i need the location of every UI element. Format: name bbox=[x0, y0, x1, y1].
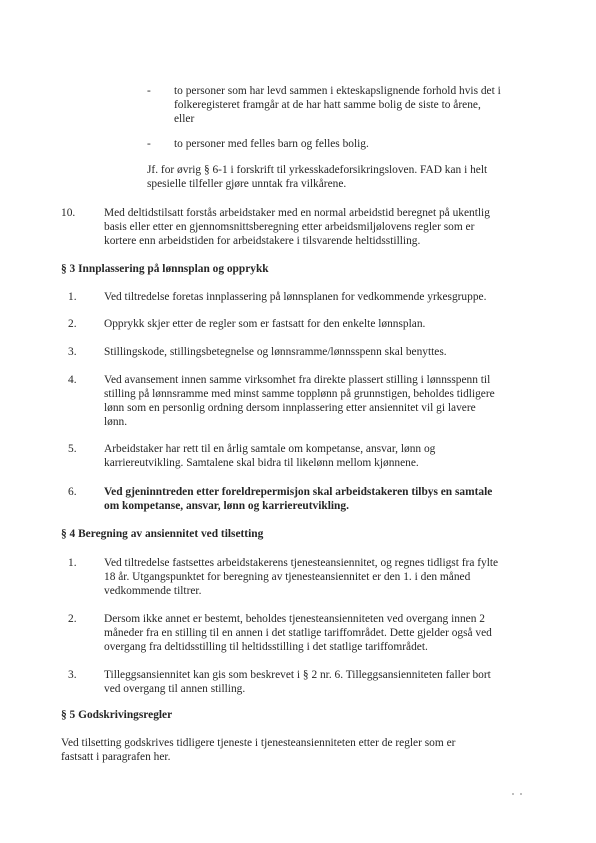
item-line: vedkommende tiltrer. bbox=[104, 585, 202, 597]
item-number: 5. bbox=[68, 443, 77, 455]
item-line: om kompetanse, ansvar, lønn og karriereutvikling. bbox=[104, 500, 349, 512]
dash-marker: - bbox=[147, 85, 151, 97]
item-number: 1. bbox=[68, 557, 77, 569]
item-line: lønn som en personlig ordning dersom innplassering etter ansiennitet vil gi lavere bbox=[104, 402, 476, 414]
item-line: overgang fra deltidsstilling til heltidsstilling i det statlige tariffområdet. bbox=[104, 641, 428, 653]
scan-speck bbox=[520, 793, 522, 795]
item-line: Opprykk skjer etter de regler som er fastsatt for den enkelte lønnsplan. bbox=[104, 318, 426, 330]
section-heading: § 4 Beregning av ansiennitet ved tilsetting bbox=[61, 528, 264, 540]
item-line: Ved tiltredelse foretas innplassering på lønnsplanen for vedkommende yrkesgruppe. bbox=[104, 291, 487, 303]
item-number: 6. bbox=[68, 486, 77, 498]
section-heading: § 5 Godskrivingsregler bbox=[61, 709, 173, 721]
item-line: Dersom ikke annet er bestemt, beholdes tjenesteansienniteten ved overgang innen 2 bbox=[104, 613, 485, 625]
item-line: stilling på lønnsramme med minst samme topplønn på grunnstigen, beholdes tidligere bbox=[104, 388, 495, 400]
dash-line: eller bbox=[174, 113, 195, 125]
scan-speck bbox=[512, 793, 514, 795]
paragraph-line: fastsatt i paragrafen her. bbox=[61, 751, 171, 763]
item-number: 4. bbox=[68, 374, 77, 386]
item-number: 1. bbox=[68, 291, 77, 303]
item-number: 2. bbox=[68, 318, 77, 330]
note-line: Jf. for øvrig § 6-1 i forskrift til yrkesskadeforsikringsloven. FAD kan i helt bbox=[147, 164, 488, 176]
note-line: spesielle tilfeller gjøre unntak fra vilkårene. bbox=[147, 178, 347, 190]
item-number: 10. bbox=[61, 207, 76, 219]
item-line: Ved tiltredelse fastsettes arbeidstakerens tjenesteansiennitet, og regnes tidligst fra fylte bbox=[104, 557, 499, 569]
item-number: 3. bbox=[68, 669, 77, 681]
item-line: ved overgang til annen stilling. bbox=[104, 683, 246, 695]
item-line: karriereutvikling. Samtalene skal bidra til likelønn mellom kjønnene. bbox=[104, 457, 419, 469]
dash-marker: - bbox=[147, 138, 151, 150]
item-line: Ved gjeninntreden etter foreldrepermisjon skal arbeidstakeren tilbys en samtale bbox=[104, 486, 493, 498]
item-line: basis eller etter en gjennomsnittsberegning etter arbeidsmiljølovens regler som er bbox=[104, 221, 475, 233]
item-line: kortere enn arbeidstiden for arbeidstakere i tilsvarende heltidsstilling. bbox=[104, 235, 421, 247]
item-line: Tilleggsansiennitet kan gis som beskrevet i § 2 nr. 6. Tilleggsansienniteten faller bort bbox=[104, 669, 491, 681]
item-line: lønn. bbox=[104, 416, 128, 428]
dash-line: to personer med felles barn og felles bolig. bbox=[174, 138, 369, 150]
dash-line: to personer som har levd sammen i ekteskapslignende forhold hvis det i bbox=[174, 85, 501, 97]
item-line: 18 år. Utgangspunktet for beregning av tjenesteansiennitet er den 1. i den måned bbox=[104, 571, 471, 583]
item-line: Ved avansement innen samme virksomhet fra direkte plassert stilling i lønnsspenn til bbox=[104, 374, 491, 386]
item-line: måneder fra en stilling til en annen i det statlige tariffområdet. Dette gjelder også ved bbox=[104, 627, 492, 639]
item-line: Med deltidstilsatt forstås arbeidstaker med en normal arbeidstid beregnet på ukentlig bbox=[104, 207, 490, 219]
item-number: 3. bbox=[68, 346, 77, 358]
dash-line: folkeregisteret framgår at de har hatt samme bolig de siste to årene, bbox=[174, 99, 481, 111]
paragraph-line: Ved tilsetting godskrives tidligere tjeneste i tjenesteansienniteten etter de regler som er bbox=[61, 737, 456, 749]
item-line: Arbeidstaker har rett til en årlig samtale om kompetanse, ansvar, lønn og bbox=[104, 443, 436, 455]
section-heading: § 3 Innplassering på lønnsplan og opprykk bbox=[61, 263, 269, 275]
item-line: Stillingskode, stillingsbetegnelse og lønnsramme/lønnsspenn skal benyttes. bbox=[104, 346, 447, 358]
item-number: 2. bbox=[68, 613, 77, 625]
